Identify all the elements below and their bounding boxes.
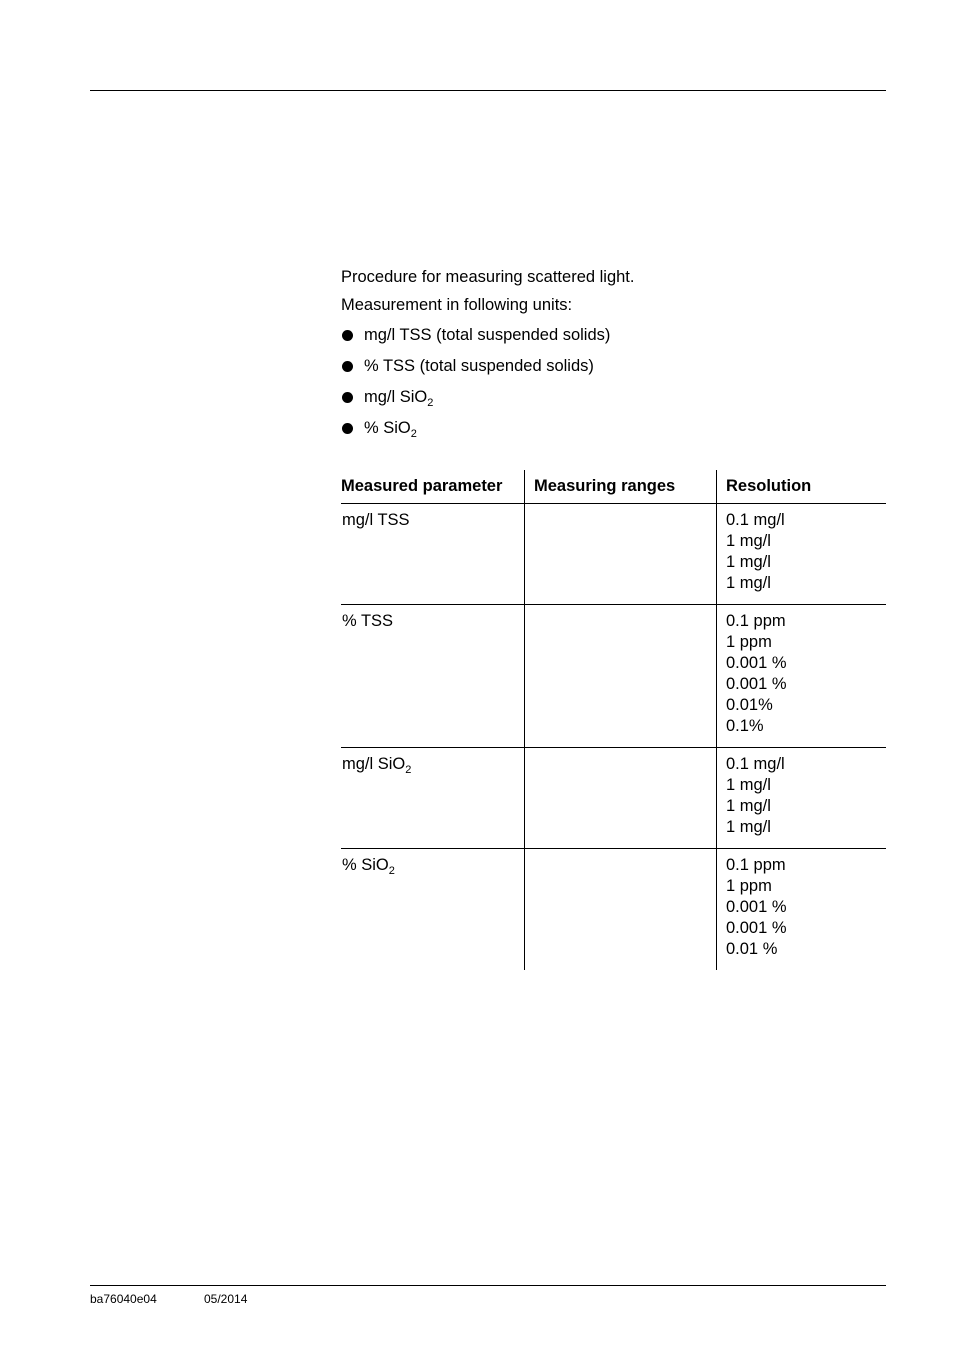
range-cell — [525, 849, 717, 971]
resolution-value: 0.001 % — [726, 919, 787, 937]
resolution-value: 0.1 ppm — [726, 856, 786, 874]
bullet-icon — [342, 361, 353, 372]
resolution-cell — [717, 504, 887, 605]
table-header-row — [341, 470, 886, 504]
resolution-value: 1 mg/l — [726, 532, 771, 550]
resolution-value: 1 ppm — [726, 877, 772, 895]
range-cell — [525, 605, 717, 748]
bullet-icon — [342, 423, 353, 434]
range-cell — [525, 504, 717, 605]
measurement-spec-table — [341, 470, 886, 970]
list-item — [341, 383, 886, 414]
resolution-value: 0.001 % — [726, 898, 787, 916]
resolution-value: 0.1% — [726, 717, 764, 735]
resolution-value: 1 mg/l — [726, 776, 771, 794]
unit-label: % SiO — [364, 419, 411, 437]
resolution-value: 0.1 mg/l — [726, 511, 785, 529]
resolution-value: 1 mg/l — [726, 797, 771, 815]
parameter-label: % TSS — [342, 612, 394, 630]
parameter-subscript: 2 — [405, 764, 412, 776]
unit-label: % TSS (total suspended solids) — [364, 357, 594, 375]
intro-line-units: Measurement in following units: — [341, 296, 573, 314]
parameter-label: mg/l TSS — [342, 511, 410, 529]
table-row — [341, 849, 886, 971]
resolution-value: 0.01 % — [726, 940, 778, 958]
bullet-icon — [342, 392, 353, 403]
range-cell — [525, 748, 717, 849]
resolution-cell — [717, 748, 887, 849]
resolution-value: 0.1 mg/l — [726, 755, 785, 773]
parameter-label: % SiO — [342, 856, 389, 874]
header-rule — [90, 90, 886, 91]
footer-doc-number: ba76040e04 — [90, 1292, 157, 1306]
bullet-icon — [342, 330, 353, 341]
parameter-cell — [341, 849, 525, 971]
intro-section — [341, 263, 886, 445]
parameter-cell — [341, 605, 525, 748]
list-item — [341, 414, 886, 445]
parameter-label: mg/l SiO — [342, 755, 406, 773]
resolution-value: 1 ppm — [726, 633, 772, 651]
footer-rule — [90, 1285, 886, 1286]
parameter-cell — [341, 748, 525, 849]
resolution-value: 0.01% — [726, 696, 773, 714]
resolution-value: 0.1 ppm — [726, 612, 786, 630]
header-measured-parameter: Measured parameter — [341, 470, 525, 504]
unit-label: mg/l TSS (total suspended solids) — [364, 326, 611, 344]
header-measuring-ranges: Measuring ranges — [525, 470, 717, 504]
unit-label: mg/l SiO — [364, 388, 428, 406]
parameter-subscript: 2 — [388, 865, 395, 877]
resolution-value: 1 mg/l — [726, 818, 771, 836]
resolution-value: 1 mg/l — [726, 574, 771, 592]
resolution-value: 0.001 % — [726, 654, 787, 672]
resolution-cell — [717, 849, 887, 971]
resolution-value: 0.001 % — [726, 675, 787, 693]
table-row — [341, 605, 886, 748]
unit-subscript: 2 — [427, 397, 434, 409]
resolution-cell — [717, 605, 887, 748]
table-row — [341, 504, 886, 605]
table-row — [341, 748, 886, 849]
units-list — [341, 321, 886, 445]
parameter-cell — [341, 504, 525, 605]
unit-subscript: 2 — [410, 428, 417, 440]
list-item — [341, 321, 886, 352]
intro-line-procedure: Procedure for measuring scattered light. — [341, 268, 635, 286]
resolution-value: 1 mg/l — [726, 553, 771, 571]
header-resolution: Resolution — [717, 470, 887, 504]
footer-date: 05/2014 — [204, 1292, 248, 1306]
list-item — [341, 352, 886, 383]
